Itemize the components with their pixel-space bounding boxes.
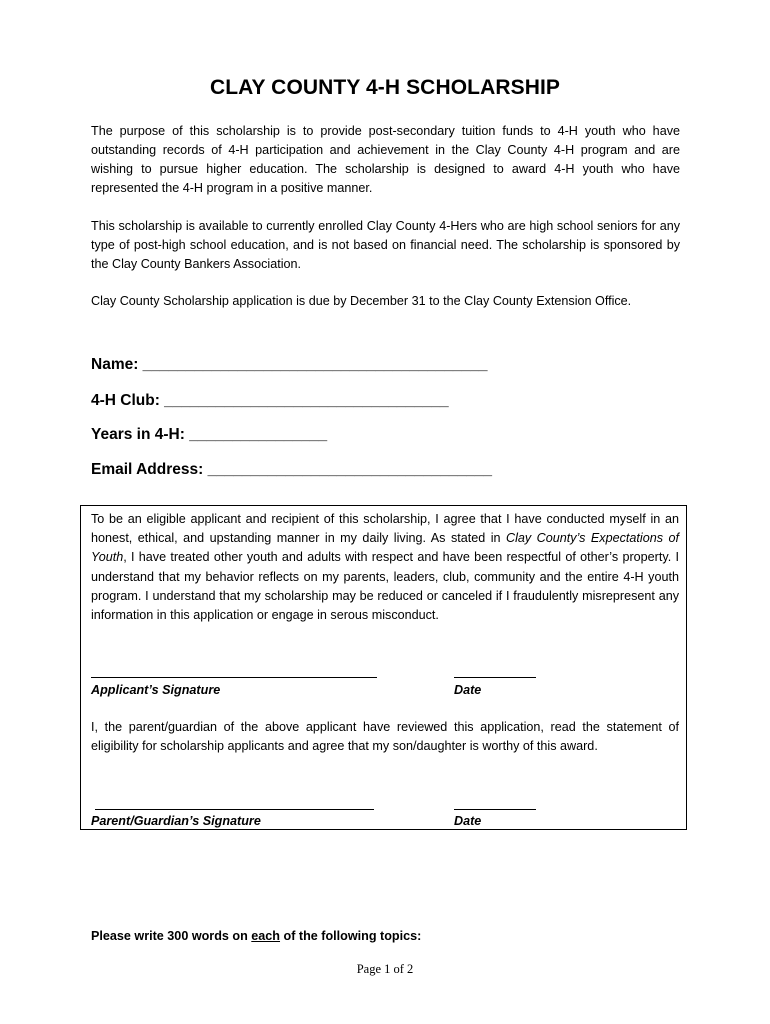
club-field[interactable]: 4-H Club: _________________________________ [91,392,449,409]
applicant-date-line[interactable] [454,677,536,678]
agreement-text-start: To be an eligible applicant and recipient of this scholarship, I agree that I have conducted myself in an honest, ethical, and upstanding manner in my daily living. As stated in [91,512,679,546]
email-field[interactable]: Email Address: _________________________________ [91,461,493,478]
years-field[interactable]: Years in 4-H: ________________ [91,426,328,443]
applicant-signature-line[interactable] [91,677,377,678]
due-date-paragraph: Clay County Scholarship application is due by December 31 to the Clay County Extension Office. [91,294,632,308]
purpose-paragraph: The purpose of this scholarship is to provide post-secondary tuition funds to 4-H youth who have outstanding records of 4-H participation and achievement in the Clay County 4-H program and are wishing to pursue higher education. The scholarship is designed to award 4-H youth who have represented the 4-H program in a positive manner. [91,124,680,195]
topics-emphasis: each [251,929,281,943]
parent-date-label: Date [454,814,482,828]
parent-date-line[interactable] [454,809,536,810]
applicant-signature-label: Applicant’s Signature [91,683,221,697]
eligibility-paragraph: This scholarship is available to currently enrolled Clay County 4-Hers who are high school seniors for any type of post-high school education, and is not based on financial need. The scholarship is sponsored by the Clay County Bankers Association. [91,219,680,271]
page-number: Page 1 of 2 [356,962,414,976]
agreement-statement [91,510,679,625]
applicant-date-label: Date [454,683,482,697]
parent-signature-label: Parent/Guardian’s Signature [91,814,261,828]
agreement-box [80,505,687,830]
name-field[interactable]: Name: ________________________________________ [91,356,488,373]
agreement-text-end: , I have treated other youth and adults with respect and have been respectful of other’s property. I understand that my behavior reflects on my parents, leaders, club, community and the entire 4-H youth program. I understand that my scholarship may be reduced or canceled if I fraudulently misrepresent any information in this application or engage in serous misconduct. [91,550,679,623]
topics-instruction [91,929,421,943]
topics-text-end: of the following topics: [280,929,422,943]
parent-signature-line[interactable] [95,809,374,810]
parent-statement: I, the parent/guardian of the above applicant have reviewed this application, read the statement of eligibility for scholarship applicants and agree that my son/daughter is worthy of this award. [91,720,679,754]
page-title: CLAY COUNTY 4-H SCHOLARSHIP [209,76,561,99]
expectations-reference: Clay County’s Expectations of Youth [91,531,679,565]
topics-text-start: Please write 300 words on [91,929,252,943]
